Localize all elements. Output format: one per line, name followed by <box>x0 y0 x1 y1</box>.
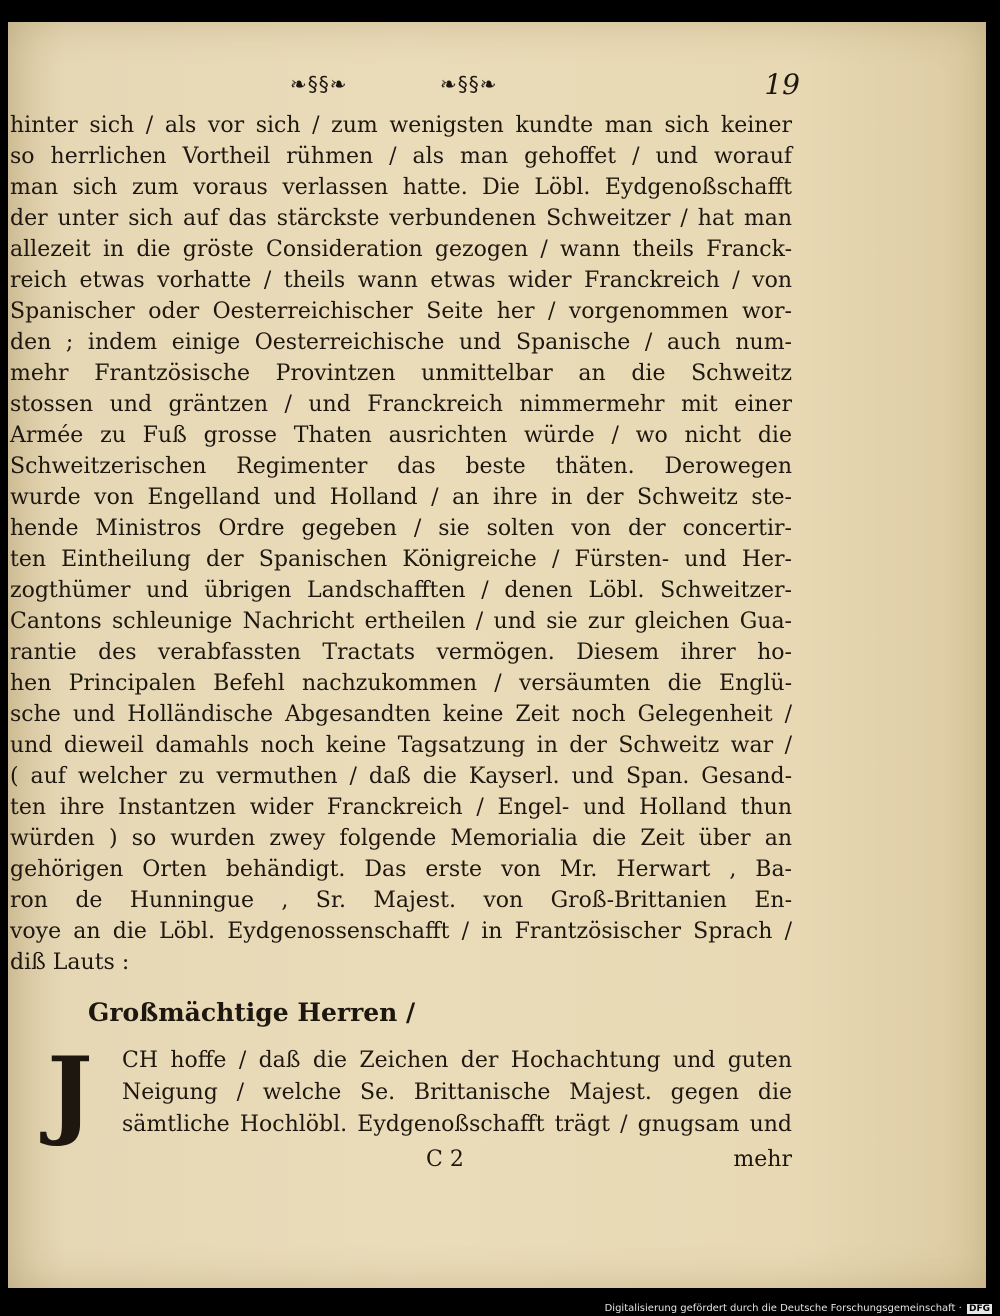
text-line: Spanischer oder Oesterreichischer Seite her / vorgenommen wor- <box>10 299 792 324</box>
body-text <box>10 110 800 978</box>
text-line: sche und Holländische Abgesandten keine Zeit noch Gelegenheit / <box>10 702 792 727</box>
text-line: ( auf welcher zu vermuthen / daß die Kayserl. und Span. Gesand- <box>10 764 792 789</box>
text-line: wurde von Engelland und Holland / an ihre in der Schweitz ste- <box>10 485 792 510</box>
running-head <box>10 70 800 106</box>
dfg-logo: DFG <box>968 1304 990 1314</box>
text-line: Cantons schleunige Nachricht ertheilen / und sie zur gleichen Gua- <box>10 609 792 634</box>
text-line: der unter sich auf das stärckste verbundenen Schweitzer / hat man <box>10 206 792 231</box>
drop-cap: J <box>47 1036 93 1149</box>
text-line: rantie des verabfassten Tractats vermögen. Diesem ihrer ho- <box>10 640 792 665</box>
text-line: und dieweil damahls noch keine Tagsatzung in der Schweitz war / <box>10 733 792 758</box>
text-line: diß Lauts : <box>10 950 130 975</box>
text-line: Schweitzerischen Regimenter das beste thäten. Derowegen <box>10 454 792 479</box>
signature-mark: C 2 <box>426 1147 464 1172</box>
book-page <box>8 22 986 1288</box>
text-line: allezeit in die gröste Consideration gezogen / wann theils Franck- <box>10 237 792 262</box>
text-line: voye an die Löbl. Eydgenossenschafft / in Frantzösischer Sprach / <box>10 919 792 944</box>
text-line: stossen und gräntzen / und Franckreich nimmermehr mit einer <box>10 392 792 417</box>
letter-line: Neigung / welche Se. Brittanische Majest. gegen die <box>122 1080 792 1105</box>
head-ornament-left: ❧§§❧ <box>290 72 348 96</box>
text-line: Armée zu Fuß grosse Thaten ausrichten würde / wo nicht die <box>10 423 792 448</box>
credit-text: Digitalisierung gefördert durch die Deutsche Forschungsgemeinschaft · <box>604 1303 962 1314</box>
text-line: man sich zum voraus verlassen hatte. Die Löbl. Eydgenoßschafft <box>10 175 792 200</box>
text-line: hen Principalen Befehl nachzukommen / versäumten die Englü- <box>10 671 792 696</box>
text-line: ten ihre Instantzen wider Franckreich / Engel- und Holland thun <box>10 795 792 820</box>
letter-line: sämtliche Hochlöbl. Eydgenoßschafft trägt / gnugsam und <box>122 1112 792 1137</box>
text-line: ten Eintheilung der Spanischen Königreiche / Fürsten- und Her- <box>10 547 792 572</box>
text-line: hende Ministros Ordre gegeben / sie solten von der concertir- <box>10 516 792 541</box>
digitization-credit <box>605 1303 992 1314</box>
text-line: würden ) so wurden zwey folgende Memorialia die Zeit über an <box>10 826 792 851</box>
head-ornament-right: ❧§§❧ <box>440 72 498 96</box>
text-line: hinter sich / als vor sich / zum wenigsten kundte man sich keiner <box>10 113 792 138</box>
letter-salutation: Großmächtige Herren / <box>88 998 416 1027</box>
text-line: gehörigen Orten behändigt. Das erste von Mr. Herwart , Ba- <box>10 857 792 882</box>
text-line: reich etwas vorhatte / theils wann etwas wider Franckreich / von <box>10 268 792 293</box>
text-line: so herrlichen Vortheil rühmen / als man gehoffet / und worauf <box>10 144 792 169</box>
text-line: ron de Hunningue , Sr. Majest. von Groß-Brittanien En- <box>10 888 792 913</box>
text-line: den ; indem einige Oesterreichische und Spanische / auch num- <box>10 330 792 355</box>
letter-line: CH hoffe / daß die Zeichen der Hochachtung und guten <box>122 1048 792 1073</box>
catchword: mehr <box>733 1147 792 1172</box>
text-line: zogthümer und übrigen Landschafften / denen Löbl. Schweitzer- <box>10 578 792 603</box>
page-number: 19 <box>764 68 800 101</box>
text-line: mehr Frantzösische Provintzen unmittelbar an die Schweitz <box>10 361 792 386</box>
